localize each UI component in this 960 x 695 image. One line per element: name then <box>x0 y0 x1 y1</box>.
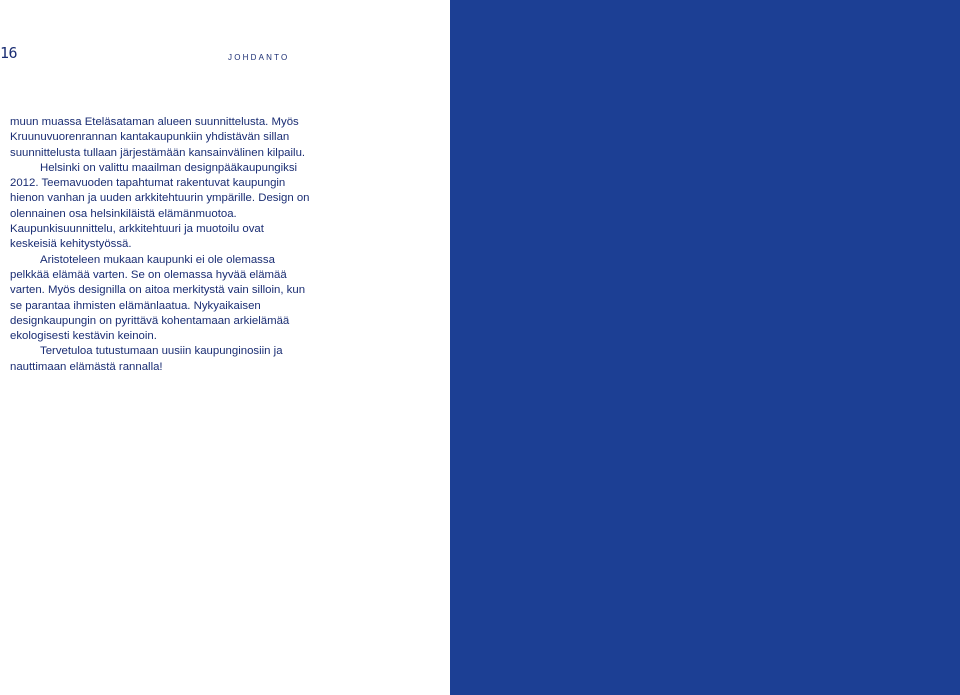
right-page-color-block <box>450 0 960 695</box>
page-number: 16 <box>0 44 18 62</box>
paragraph: Helsinki on valittu maailman designpääkaupungiksi 2012. Teemavuoden tapahtumat rakentuvat kaupungin hienon vanhan ja uuden arkkitehtuurin ympärille. Design on olennainen osa helsinkiläistä elämänmuotoa. Kaupunkisuunnittelu, arkkitehtuuri ja muotoilu ovat keskeisiä kehitystyössä. <box>10 161 310 251</box>
body-text <box>10 115 310 375</box>
paragraph: Aristoteleen mukaan kaupunki ei ole olemassa pelkkää elämää varten. Se on olemassa hyvää elämää varten. Myös designilla on aitoa merkitystä vain silloin, kun se parantaa ihmisten elämänlaatua. Nykyaikaisen designkaupungin on pyrittävä kohentamaan arkielämää ekologisesti kestävin keinoin. <box>10 253 306 343</box>
paragraph: muun muassa Eteläsataman alueen suunnittelusta. Myös Kruunuvuorenrannan kantakaupunkiin yhdistävän sillan suunnittelusta tullaan järjestämään kansainvälinen kilpailu. <box>10 116 306 159</box>
section-label: JOHDANTO <box>228 53 290 62</box>
left-page <box>0 0 450 695</box>
paragraph: Tervetuloa tutustumaan uusiin kaupunginosiin ja nauttimaan elämästä rannalla! <box>10 345 283 373</box>
